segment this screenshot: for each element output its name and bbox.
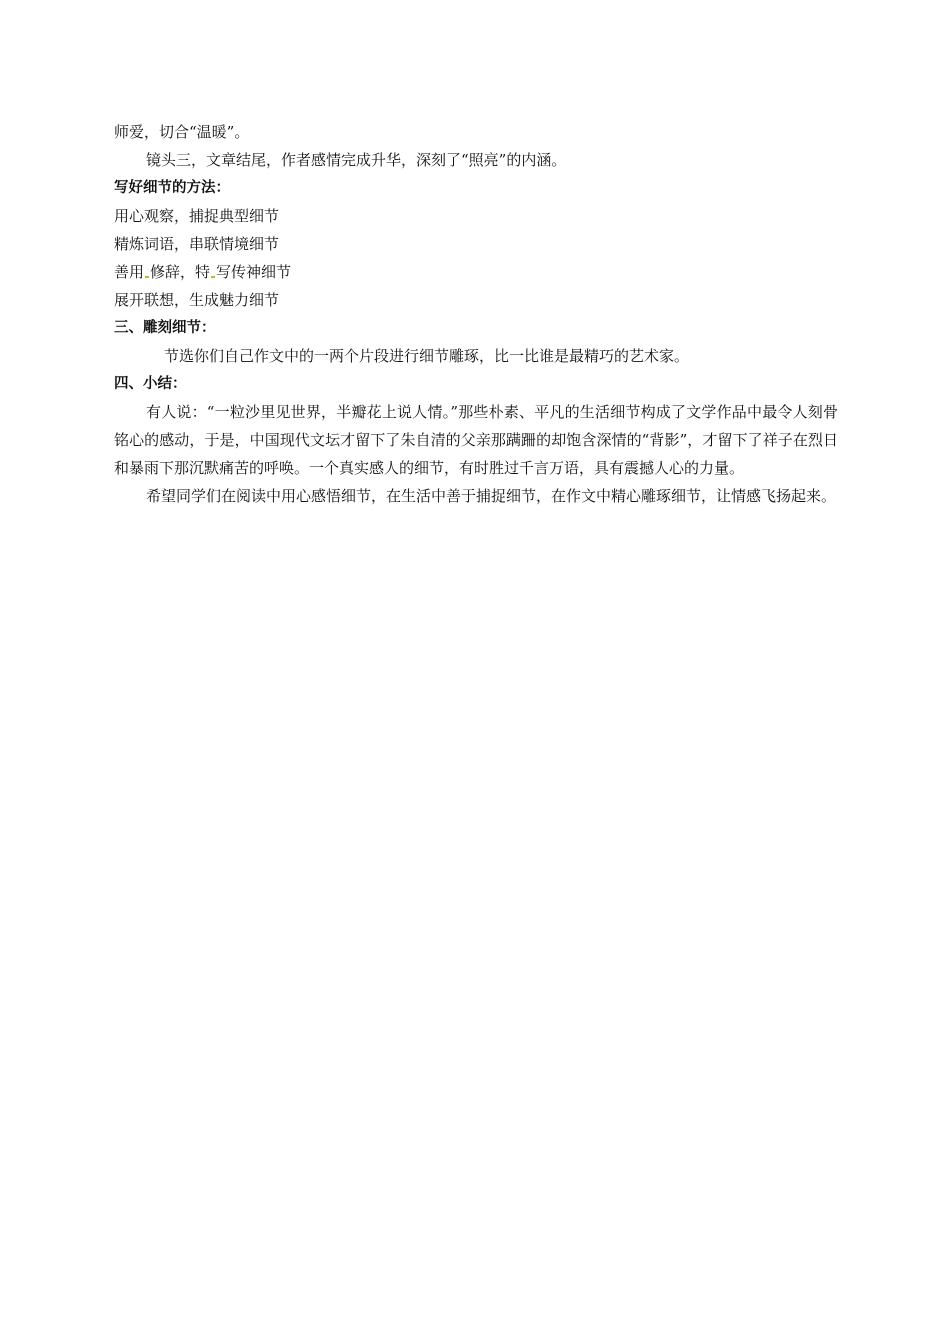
methods-heading: 写好细节的方法： <box>114 180 230 196</box>
method-item-3-part-3: 写传神细节 <box>216 263 292 281</box>
method-item-3-part-2: 修辞，特 <box>150 263 211 281</box>
document-page <box>114 118 838 510</box>
text-line-1: 师爱，切合“温暖”。 <box>114 123 250 141</box>
edit-mark <box>145 276 149 278</box>
summary-paragraph-2: 希望同学们在阅读中用心感悟细节，在生活中善于捕捉细节，在作文中精心雕琢细节，让情感飞扬起来。 <box>146 487 837 505</box>
method-item-4: 展开联想，生成魅力细节 <box>114 291 280 309</box>
method-item-2: 精炼词语，串联情境细节 <box>114 235 280 253</box>
section3-heading: 三、雕刻细节： <box>114 320 216 336</box>
section3-text: 节选你们自己作文中的一两个片段进行细节雕琢，比一比谁是最精巧的艺术家。 <box>164 347 690 365</box>
summary-paragraph-1: 有人说：“一粒沙里见世界，半瓣花上说人情。”那些朴素、平凡的生活细节构成了文学作品中最令人刻骨铭心的感动，于是，中国现代文坛才留下了朱自清的父亲那蹒跚的却饱含深情的“背影”，才留下了祥子在烈日和暴雨下那沉默痛苦的呼唤。一个真实感人的细节，有时胜过千言万语，具有震撼人心的力量。 <box>114 403 838 477</box>
method-item-1: 用心观察，捕捉典型细节 <box>114 207 280 225</box>
text-line-2: 镜头三，文章结尾，作者感情完成升华，深刻了“照亮”的内涵。 <box>146 151 567 169</box>
edit-mark <box>211 276 215 278</box>
method-item-3 <box>114 258 838 286</box>
section4-heading: 四、小结： <box>114 376 187 392</box>
method-item-3-part-1: 善用 <box>114 263 145 281</box>
